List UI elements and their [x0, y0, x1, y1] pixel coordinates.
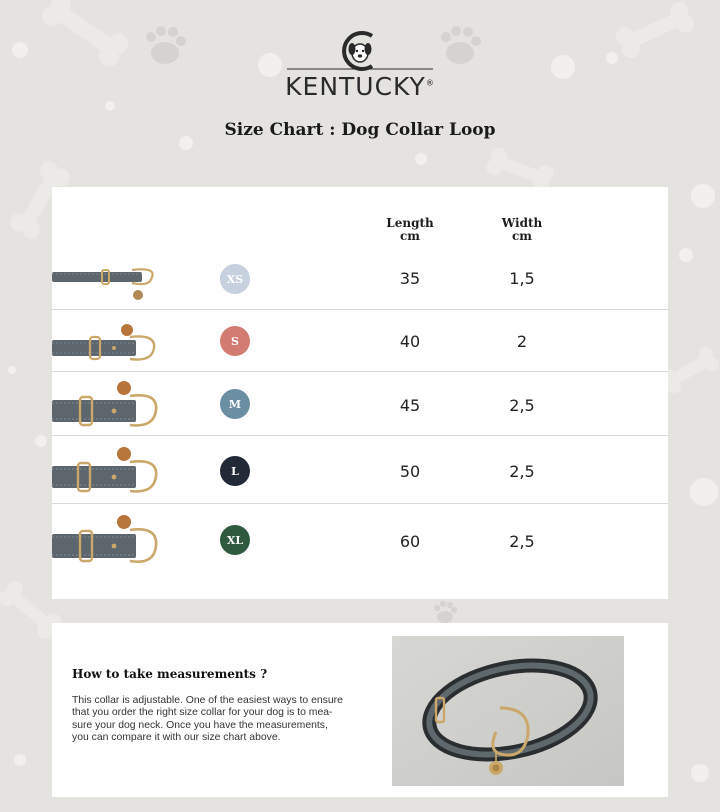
length-cell: 60	[399, 532, 421, 551]
size-badge	[220, 456, 250, 486]
size-label: XS	[226, 272, 244, 286]
collar-s-image	[52, 318, 162, 364]
length-cell: 50	[399, 462, 421, 481]
size-label: XL	[226, 533, 244, 547]
width-cell: 2,5	[509, 462, 535, 481]
length-cell: 35	[399, 269, 421, 288]
size-label: L	[231, 464, 239, 478]
size-badge	[220, 326, 250, 356]
size-chart-table	[52, 187, 668, 599]
collar-l-image	[52, 442, 162, 498]
header-width-label: Width	[501, 216, 543, 230]
dog-face-icon	[349, 43, 372, 62]
collar-xl-image	[52, 510, 162, 568]
header-width-unit: cm	[511, 229, 532, 243]
width-cell: 2,5	[509, 532, 535, 551]
size-badge	[220, 264, 250, 294]
page-title: Size Chart : Dog Collar Loop	[224, 120, 496, 140]
length-cell: 40	[399, 332, 421, 351]
column-header-width	[482, 217, 562, 243]
collar-m-image	[52, 376, 162, 430]
measurements-text: This collar is adjustable. One of the easiest ways to ensure that you order the right size collar for your dog is to mea- sure your dog neck. Once you have the measurements, you can compare it with our size chart above.	[72, 695, 343, 744]
size-label: M	[228, 397, 242, 411]
size-label: S	[231, 334, 239, 348]
collar-photo	[392, 636, 624, 786]
table-row	[52, 503, 668, 576]
table-row	[52, 435, 668, 504]
header-length-unit: cm	[399, 229, 420, 243]
size-badge	[220, 525, 250, 555]
length-cell: 45	[399, 396, 421, 415]
measurement-info-card	[52, 623, 668, 797]
brand-name: KENTUCKY	[285, 72, 426, 101]
table-row	[52, 371, 668, 436]
header-length-label: Length	[386, 216, 434, 230]
column-header-length	[370, 217, 450, 243]
table-row	[52, 249, 668, 309]
collar-xs-image	[52, 261, 162, 301]
measurements-heading: How to take measurements ?	[72, 667, 268, 681]
size-badge	[220, 389, 250, 419]
width-cell: 2	[516, 332, 528, 351]
width-cell: 1,5	[509, 269, 535, 288]
table-row	[52, 309, 668, 372]
width-cell: 2,5	[509, 396, 535, 415]
registered-mark: ®	[425, 78, 435, 88]
brand-wordmark	[0, 72, 720, 101]
